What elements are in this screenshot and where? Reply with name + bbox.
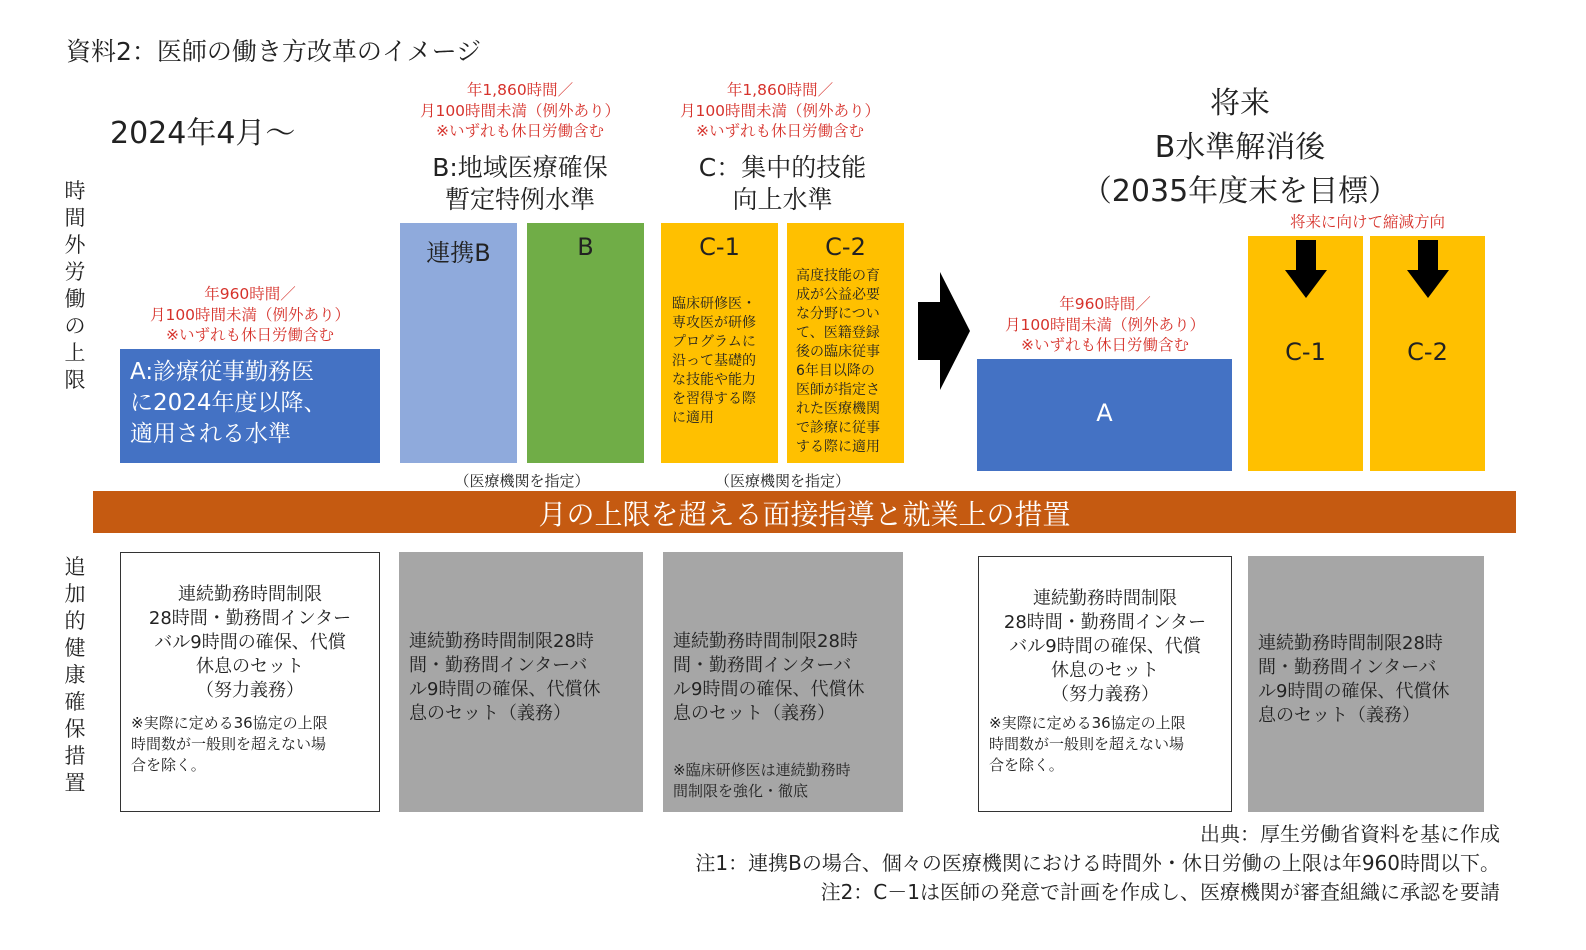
period-label-2024: 2024年4月～	[110, 116, 296, 151]
transition-arrow-icon	[918, 272, 970, 390]
health-box-c: 連続勤務時間制限28時 間・勤務間インターバ ル9時間の確保、代償休 息のセット（義務） ※臨床研修医は連続勤務時 間制限を強化・徹底	[663, 552, 903, 812]
box-level-c2: C-2 高度技能の育 成が公益必要 な分野につい て、医籍登録 後の臨床従事 6年目以降の 医師が指定さ れた医療機関 で診療に従事 する際に適用	[787, 223, 904, 463]
note-a-future-limit: 年960時間／ 月100時間未満（例外あり） ※いずれも休日労働含む	[1004, 295, 1206, 354]
axis-label-overtime-limit: 時 間 外 労 働 の 上 限	[64, 179, 86, 392]
axis-label-health-measures: 追 加 的 健 康 確 保 措 置	[64, 555, 86, 795]
future-title: 将来 B水準解消後 （2035年度末を目標）	[1081, 86, 1399, 209]
b-designated-note: （医療機関を指定）	[454, 472, 590, 490]
source-note: 出典：厚生労働省資料を基に作成	[1200, 822, 1500, 846]
c-level-title: C：集中的技能 向上水準	[698, 153, 867, 214]
box-level-renkei-b: 連携B	[400, 223, 517, 463]
footnote-1: 注1：連携Bの場合、個々の医療機関における時間外・休日労働の上限は年960時間以下。	[695, 851, 1500, 875]
health-box-a: 連続勤務時間制限 28時間・勤務間インター バル9時間の確保、代償 休息のセット （努力義務） ※実際に定める36協定の上限 時間数が一般則を超えない場 合を除く。	[120, 552, 380, 812]
health-box-future-c: 連続勤務時間制限28時 間・勤務間インターバ ル9時間の確保、代償休 息のセット（義務）	[1248, 556, 1484, 812]
box-future-level-a: A	[977, 359, 1232, 471]
note-c-limit: 年1,860時間／ 月100時間未満（例外あり） ※いずれも休日労働含む	[679, 81, 881, 140]
banner-interview-guidance: 月の上限を超える面接指導と就業上の措置	[93, 491, 1516, 533]
note-a-limit: 年960時間／ 月100時間未満（例外あり） ※いずれも休日労働含む	[149, 285, 351, 344]
box-level-c1: C-1 臨床研修医・ 専攻医が研修 プログラムに 沿って基礎的 な技能や能力 を習得する際 に適用	[661, 223, 778, 463]
future-reduction-note: 将来に向けて縮減方向	[1289, 213, 1445, 231]
b-level-title: B:地域医療確保 暫定特例水準	[432, 153, 608, 214]
footnote-2: 注2：C－1は医師の発意で計画を作成し、医療機関が審査組織に承認を要請	[820, 880, 1500, 904]
down-arrow-icon	[1285, 240, 1327, 298]
c-designated-note: （医療機関を指定）	[714, 472, 850, 490]
footer-notes	[695, 820, 1500, 907]
page-title: 資料2：医師の働き方改革のイメージ	[66, 37, 482, 66]
down-arrow-icon	[1407, 240, 1449, 298]
box-future-level-c2: C-2	[1370, 236, 1485, 471]
box-level-b: B	[527, 223, 644, 463]
box-level-a: A:診療従事勤務医 に2024年度以降、 適用される水準	[120, 349, 380, 463]
note-b-limit: 年1,860時間／ 月100時間未満（例外あり） ※いずれも休日労働含む	[419, 81, 621, 140]
health-box-future-a: 連続勤務時間制限 28時間・勤務間インター バル9時間の確保、代償 休息のセット （努力義務） ※実際に定める36協定の上限 時間数が一般則を超えない場 合を除く。	[978, 556, 1232, 812]
health-box-b: 連続勤務時間制限28時 間・勤務間インターバ ル9時間の確保、代償休 息のセット（義務）	[399, 552, 643, 812]
box-future-level-c1: C-1	[1248, 236, 1363, 471]
